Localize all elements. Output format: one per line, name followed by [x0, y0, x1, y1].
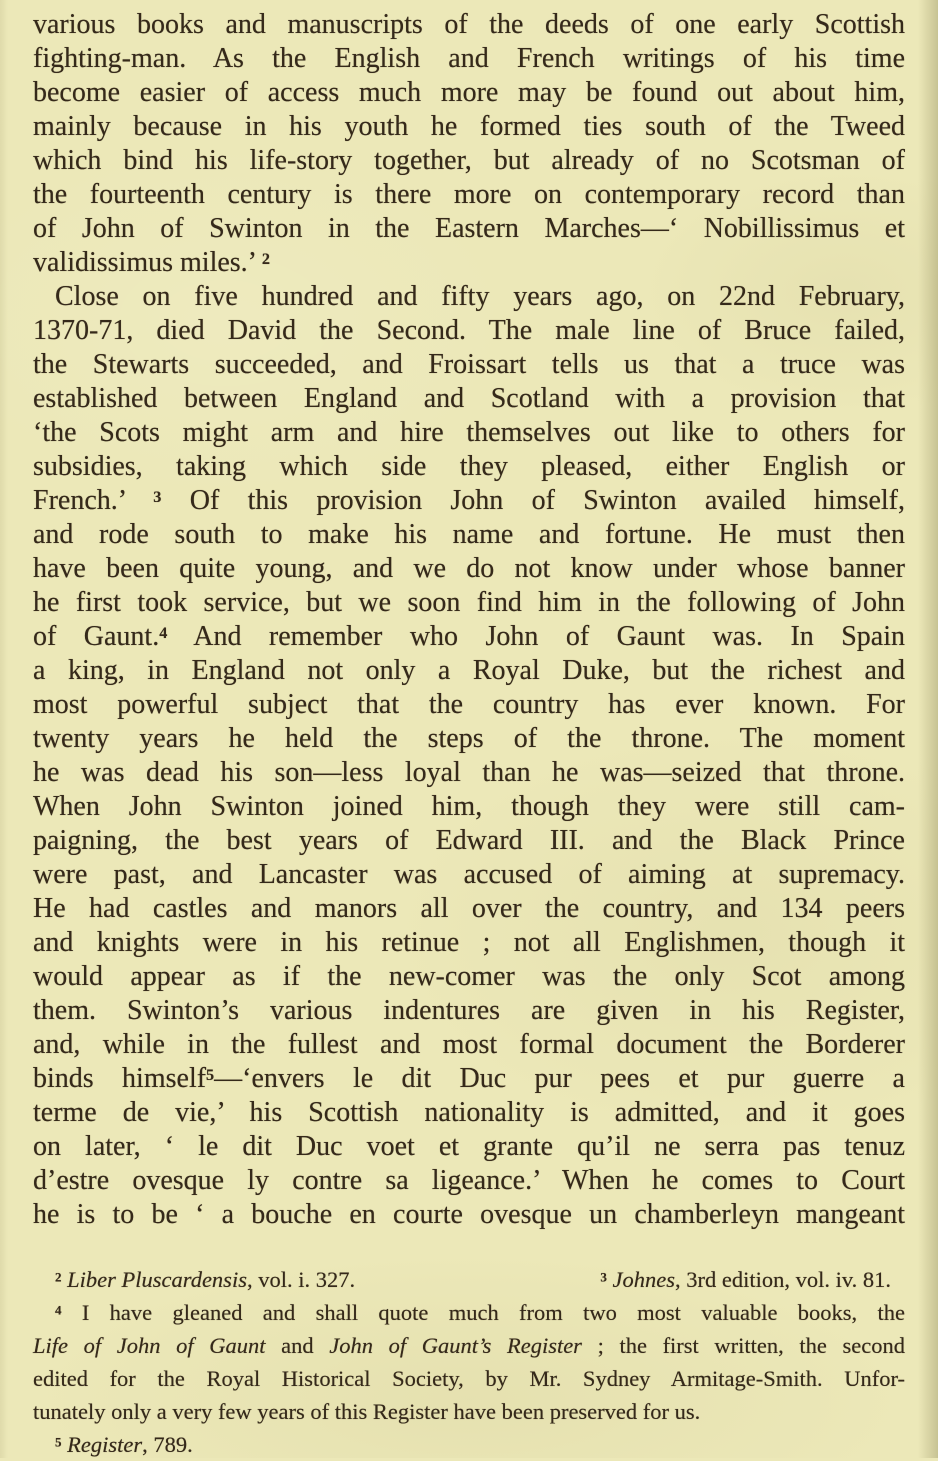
paragraph-1 — [33, 8, 905, 280]
text-line — [33, 76, 905, 110]
text-line — [33, 1329, 905, 1362]
text-segment: and, while in the fullest and most formal document the Borderer — [33, 1029, 905, 1060]
footnote-marker: 5 — [206, 1066, 215, 1085]
text-line — [33, 926, 905, 960]
text-line — [33, 756, 905, 790]
text-line — [33, 1428, 905, 1461]
text-line — [33, 892, 905, 926]
footnote-right — [600, 1263, 891, 1296]
text-line — [33, 110, 905, 144]
text-segment: them. Swinton’s various indentures are given in his Register, — [33, 995, 905, 1026]
text-segment: 1370-71, died David the Second. The male line of Bruce failed, — [33, 315, 905, 346]
text-segment: binds himself — [33, 1063, 207, 1094]
text-segment: When John Swinton joined him, though they were still cam- — [33, 791, 905, 822]
text-line — [33, 518, 905, 552]
footnote-left — [55, 1263, 355, 1296]
text-line — [33, 552, 905, 586]
text-segment: French.’ — [33, 485, 154, 516]
text-line — [33, 8, 905, 42]
text-line — [33, 960, 905, 994]
body-text — [33, 8, 905, 1232]
text-line — [33, 790, 905, 824]
text-segment: he first took service, but we soon find him in the following of John — [33, 587, 905, 618]
text-line — [33, 1395, 905, 1428]
text-segment: most powerful subject that the country has ever known. For — [33, 689, 905, 720]
page-edge-shadow-left — [0, 0, 8, 1458]
text-line — [33, 994, 905, 1028]
text-segment: I have gleaned and shall quote much from two most valuable books, the — [61, 1300, 905, 1325]
text-line — [33, 144, 905, 178]
text-line — [33, 1198, 905, 1232]
footnote-marker: 4 — [159, 624, 168, 643]
text-line — [33, 1263, 905, 1296]
footnotes — [33, 1263, 905, 1461]
text-segment: fighting-man. As the English and French writings of his time — [33, 43, 905, 74]
text-segment: twenty years he held the steps of the throne. The moment — [33, 723, 905, 754]
text-line — [33, 280, 905, 314]
text-segment: were past, and Lancaster was accused of aiming at supremacy. — [33, 859, 905, 890]
text-segment: would appear as if the new-comer was the only Scot among — [33, 961, 905, 992]
text-segment: terme de vie,’ his Scottish nationality is admitted, and it goes — [33, 1097, 905, 1128]
text-line — [33, 1296, 905, 1329]
text-segment: Life of John of Gaunt — [33, 1333, 266, 1358]
paragraph-2 — [33, 280, 905, 1232]
text-segment: edited for the Royal Historical Society, by Mr. Sydney Armitage-Smith. Unfor- — [33, 1366, 905, 1391]
text-line — [33, 450, 905, 484]
text-line — [33, 824, 905, 858]
text-segment: various books and manuscripts of the deeds of one early Scottish — [33, 9, 905, 40]
text-line — [33, 858, 905, 892]
text-segment: become easier of access much more may be found out about him, — [33, 77, 905, 108]
text-segment: of Gaunt. — [33, 621, 160, 652]
text-line — [33, 348, 905, 382]
text-line — [33, 1028, 905, 1062]
text-segment: subsidies, taking which side they pleased, either English or — [33, 451, 905, 482]
text-segment: the fourteenth century is there more on contemporary record than — [33, 179, 905, 210]
text-segment: ; the first written, the second — [581, 1333, 906, 1358]
text-line — [33, 314, 905, 348]
text-line — [33, 688, 905, 722]
text-line — [33, 586, 905, 620]
text-segment: And remember who John of Gaunt was. In Spain — [167, 621, 905, 652]
text-segment: a king, in England not only a Royal Duke, but the richest and — [33, 655, 905, 686]
text-segment: and knights were in his retinue ; not all Englishmen, though it — [33, 927, 905, 958]
text-segment: and rode south to make his name and fortune. He must then — [33, 519, 905, 550]
text-line — [33, 382, 905, 416]
text-line — [33, 1164, 905, 1198]
text-line — [33, 1130, 905, 1164]
text-line — [33, 722, 905, 756]
footnote-marker: 2 — [261, 250, 271, 269]
text-segment: ‘the Scots might arm and hire themselves out like to others for — [33, 417, 905, 448]
text-line — [33, 1096, 905, 1130]
footnote-gap — [355, 1263, 600, 1296]
text-line — [33, 1062, 905, 1096]
text-segment: paigning, the best years of Edward III. and the Black Prince — [33, 825, 905, 856]
text-segment: Liber Pluscardensis — [67, 1267, 247, 1292]
text-line — [33, 484, 905, 518]
text-line — [33, 654, 905, 688]
text-segment: have been quite young, and we do not know under whose banner — [33, 553, 905, 584]
text-line — [33, 620, 905, 654]
text-segment: validissimus miles.’ — [33, 247, 262, 278]
text-segment: Register — [67, 1432, 143, 1457]
text-line — [33, 416, 905, 450]
text-segment: Of this provision John of Swinton availed himself, — [161, 485, 905, 516]
text-segment: , vol. i. 327. — [246, 1267, 356, 1292]
text-line — [33, 246, 905, 280]
footnote-marker: 2 — [55, 1269, 62, 1285]
text-segment: He had castles and manors all over the country, and 134 peers — [33, 893, 905, 924]
text-segment: mainly because in his youth he formed ties south of the Tweed — [33, 111, 905, 142]
text-segment: John of Gaunt’s Register — [329, 1333, 582, 1358]
footnote-marker: 4 — [55, 1302, 62, 1318]
text-segment: established between England and Scotland with a provision that — [33, 383, 905, 414]
text-segment: , 3rd edition, vol. iv. 81. — [674, 1267, 891, 1292]
text-segment: Johnes — [612, 1267, 675, 1292]
text-line — [33, 1362, 905, 1395]
text-segment: , 789. — [142, 1432, 193, 1457]
text-segment: tunately only a very few years of this Register have been preserved for us. — [33, 1399, 701, 1424]
text-segment: Close on five hundred and fifty years ago, on 22nd February, — [55, 281, 905, 312]
text-segment: of John of Swinton in the Eastern Marches—‘ Nobillissimus et — [33, 213, 905, 244]
footnote-marker: 3 — [600, 1269, 607, 1285]
text-line — [33, 212, 905, 246]
text-segment: the Stewarts succeeded, and Froissart tells us that a truce was — [33, 349, 905, 380]
footnote-marker: 3 — [153, 488, 162, 507]
text-segment: —‘envers le dit Duc pur pees et pur guerre a — [214, 1063, 905, 1094]
text-segment: on later, ‘ le dit Duc voet et grante qu’il ne serra pas tenuz — [33, 1131, 905, 1162]
page-edge-shadow-right — [918, 0, 938, 1458]
text-line — [33, 42, 905, 76]
text-segment: which bind his life-story together, but already of no Scotsman of — [33, 145, 905, 176]
text-segment: he was dead his son—less loyal than he was—seized that throne. — [33, 757, 905, 788]
text-line — [33, 178, 905, 212]
footnote-marker: 5 — [55, 1434, 62, 1450]
text-segment: he is to be ‘ a bouche en courte ovesque un chamberleyn mangeant — [33, 1199, 905, 1230]
text-segment: and — [265, 1333, 330, 1358]
text-segment: d’estre ovesque ly contre sa ligeance.’ When he comes to Court — [33, 1165, 905, 1196]
page-text — [33, 8, 905, 1461]
